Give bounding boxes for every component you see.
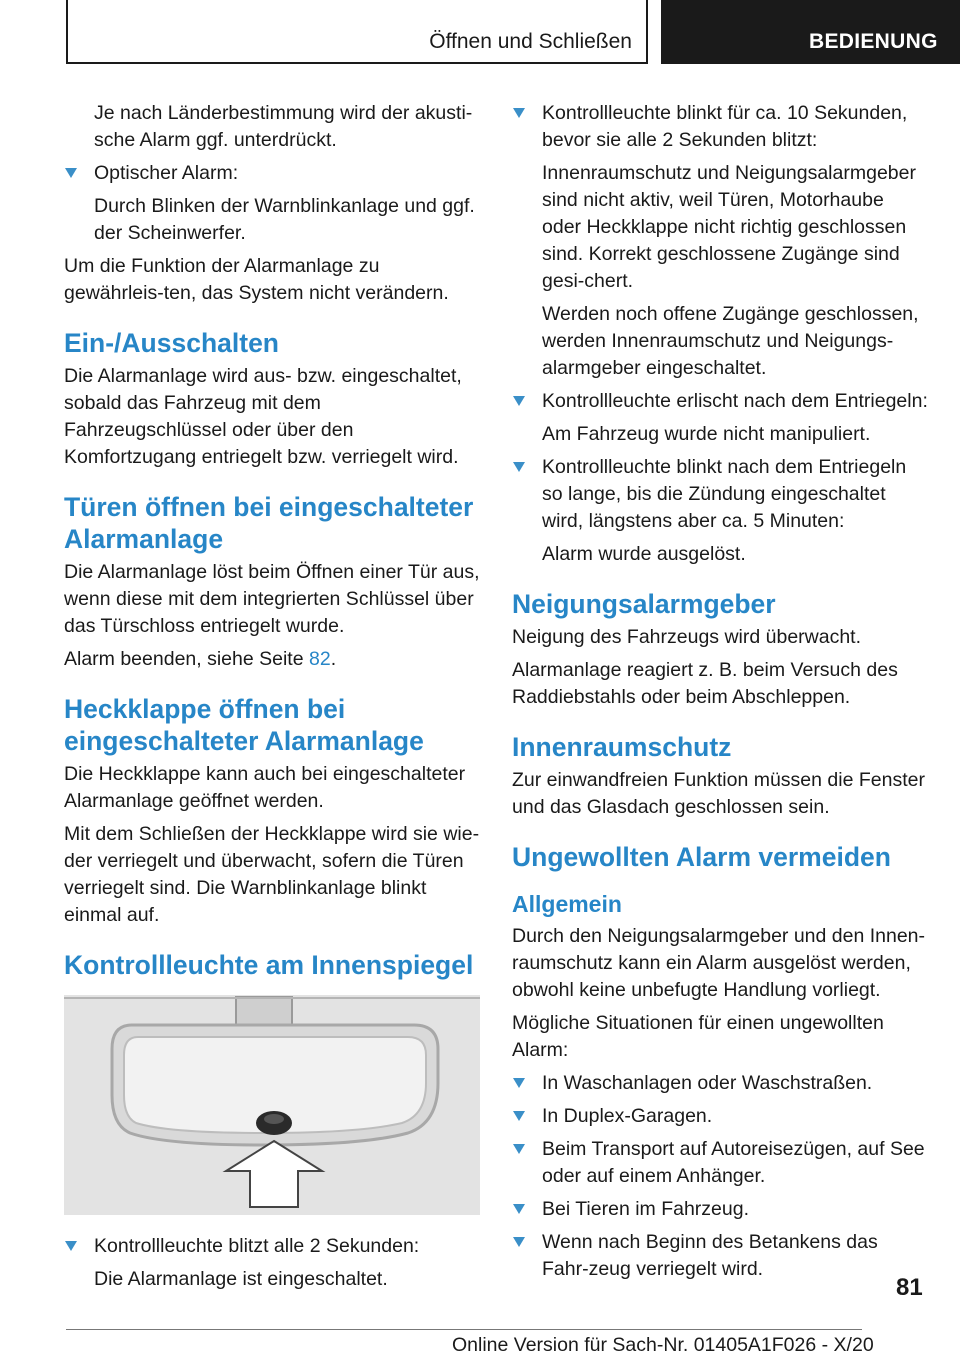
list-item-blinkt-entriegeln	[512, 454, 928, 535]
footer-online-version: Online Version für Sach-Nr. 01405A1F026 - X/20	[452, 1334, 874, 1356]
list-item-blitzt	[64, 1233, 480, 1260]
list-item-optical-alarm	[64, 160, 480, 187]
header-section-title: Öffnen und Schließen	[429, 30, 632, 53]
list-item	[512, 1070, 928, 1097]
list-item	[512, 1103, 928, 1130]
paragraph-acoustic-alarm: Je nach Länderbestimmung wird der akusti‐sche Alarm ggf. unterdrückt.	[94, 102, 473, 151]
heading-neigungsalarmgeber: Neigungsalarmgeber	[512, 589, 776, 619]
paragraph-zugaenge-geschlossen: Werden noch offene Zugänge geschlossen, werden Innenraumschutz und Neigungs‐alarmgeber eingeschaltet.	[542, 303, 919, 379]
paragraph-neigung-1: Neigung des Fahrzeugs wird überwacht.	[512, 626, 862, 648]
mirror-icon	[64, 995, 480, 1215]
bullet-triangle-icon	[513, 1078, 525, 1088]
list-item-title: Kontrollleuchte erlischt nach dem Entriegeln:	[542, 390, 928, 412]
list-item-title: Kontrollleuchte blinkt für ca. 10 Sekunden, bevor sie alle 2 Sekunden blitzt:	[542, 102, 908, 151]
paragraph-heckklappe-2: Mit dem Schließen der Heckklappe wird sie wie‐der verriegelt und überwacht, sofern die Türen verriegelt sind. Die Warnblinkanlage blinkt einmal auf.	[64, 823, 480, 926]
paragraph-eingeschaltet: Die Alarmanlage ist eingeschaltet.	[94, 1268, 388, 1290]
bullet-triangle-icon	[513, 108, 525, 118]
list-item	[512, 1136, 928, 1190]
page-link-82[interactable]: 82	[309, 648, 331, 670]
paragraph-heckklappe-1: Die Heckklappe kann auch bei eingeschalteter Alarmanlage geöffnet werden.	[64, 763, 466, 812]
heading-heckklappe: Heckklappe öffnen bei eingeschalteter Alarmanlage	[64, 694, 424, 756]
list-item-text: Bei Tieren im Fahrzeug.	[542, 1198, 750, 1220]
heading-innenraumschutz: Innenraumschutz	[512, 732, 732, 762]
alarm-beenden-period: .	[330, 648, 337, 670]
page-number: 81	[896, 1274, 923, 1301]
paragraph-nicht-manipuliert: Am Fahrzeug wurde nicht manipuliert.	[542, 423, 871, 445]
paragraph-allgemein-2: Mögliche Situationen für einen ungewollten Alarm:	[512, 1012, 884, 1061]
bullet-triangle-icon	[513, 1144, 525, 1154]
heading-ungewollten-alarm: Ungewollten Alarm vermeiden	[512, 842, 891, 872]
heading-tueren-oeffnen: Türen öffnen bei eingeschalteter Alarmanlage	[64, 492, 474, 554]
paragraph-alarm-beenden	[64, 646, 480, 673]
left-column	[64, 100, 480, 1299]
bullet-triangle-icon	[65, 168, 77, 178]
list-item-erlischt	[512, 388, 928, 415]
alarm-beenden-text: Alarm beenden, siehe Seite	[64, 648, 309, 670]
paragraph-tueren-oeffnen: Die Alarmanlage löst beim Öffnen einer Tür aus, wenn diese mit dem integrierten Schlüssel über das Türschloss entriegelt wurde.	[64, 561, 480, 637]
header-chapter-tab	[661, 0, 960, 64]
header-chapter-title: BEDIENUNG	[809, 30, 938, 53]
list-item	[512, 1229, 928, 1283]
list-item-title: Kontrollleuchte blitzt alle 2 Sekunden:	[94, 1235, 420, 1257]
paragraph-innenraumschutz: Zur einwandfreien Funktion müssen die Fenster und das Glasdach geschlossen sein.	[512, 769, 925, 818]
footer-divider	[66, 1329, 862, 1330]
bullet-triangle-icon	[513, 396, 525, 406]
paragraph-neigung-2: Alarmanlage reagiert z. B. beim Versuch des Raddiebstahls oder beim Abschleppen.	[512, 659, 898, 708]
bullet-triangle-icon	[513, 1204, 525, 1214]
paragraph-optical-alarm-detail: Durch Blinken der Warnblinkanlage und ggf. der Scheinwerfer.	[94, 195, 475, 244]
paragraph-function-warning: Um die Funktion der Alarmanlage zu gewährleis‐ten, das System nicht verändern.	[64, 255, 449, 304]
list-item-title: Kontrollleuchte blinkt nach dem Entriegeln so lange, bis die Zündung eingeschaltet wird, längstens aber ca. 5 Minuten:	[542, 456, 907, 532]
heading-kontrollleuchte: Kontrollleuchte am Innenspiegel	[64, 950, 474, 980]
list-item-blinkt-10-sek	[512, 100, 928, 154]
paragraph-allgemein-1: Durch den Neigungsalarmgeber und den Innen‐raumschutz kann ein Alarm ausgelöst werden, obwohl keine unbefugte Handlung vorliegt.	[512, 925, 926, 1001]
list-item-text: In Waschanlagen oder Waschstraßen.	[542, 1072, 873, 1094]
bullet-triangle-icon	[513, 1111, 525, 1121]
list-item-text: In Duplex-Garagen.	[542, 1105, 713, 1127]
list-item	[512, 1196, 928, 1223]
list-item-text: Beim Transport auf Autoreisezügen, auf See oder auf einem Anhänger.	[542, 1138, 925, 1187]
bullet-triangle-icon	[65, 1241, 77, 1251]
paragraph-ein-ausschalten: Die Alarmanlage wird aus- bzw. eingeschaltet, sobald das Fahrzeug mit dem Fahrzeugschlüssel oder über den Komfortzugang entriegelt bzw. verriegelt wird.	[64, 365, 462, 468]
mirror-illustration	[64, 995, 480, 1215]
heading-allgemein: Allgemein	[512, 891, 622, 917]
paragraph-nicht-aktiv: Innenraumschutz und Neigungsalarmgeber sind nicht aktiv, weil Türen, Motorhaube oder Heckklappe nicht richtig geschlossen sind. Korrekt geschlossene Zugänge sind gesi‐chert.	[542, 162, 916, 292]
list-item-title: Optischer Alarm:	[94, 162, 239, 184]
bullet-triangle-icon	[513, 1237, 525, 1247]
right-column	[512, 100, 928, 1289]
heading-ein-ausschalten: Ein-/Ausschalten	[64, 328, 279, 358]
header-section-box	[66, 0, 648, 64]
paragraph-alarm-ausgeloest: Alarm wurde ausgelöst.	[542, 543, 746, 565]
bullet-triangle-icon	[513, 462, 525, 472]
list-item-text: Wenn nach Beginn des Betankens das Fahr‐zeug verriegelt wird.	[542, 1231, 878, 1280]
